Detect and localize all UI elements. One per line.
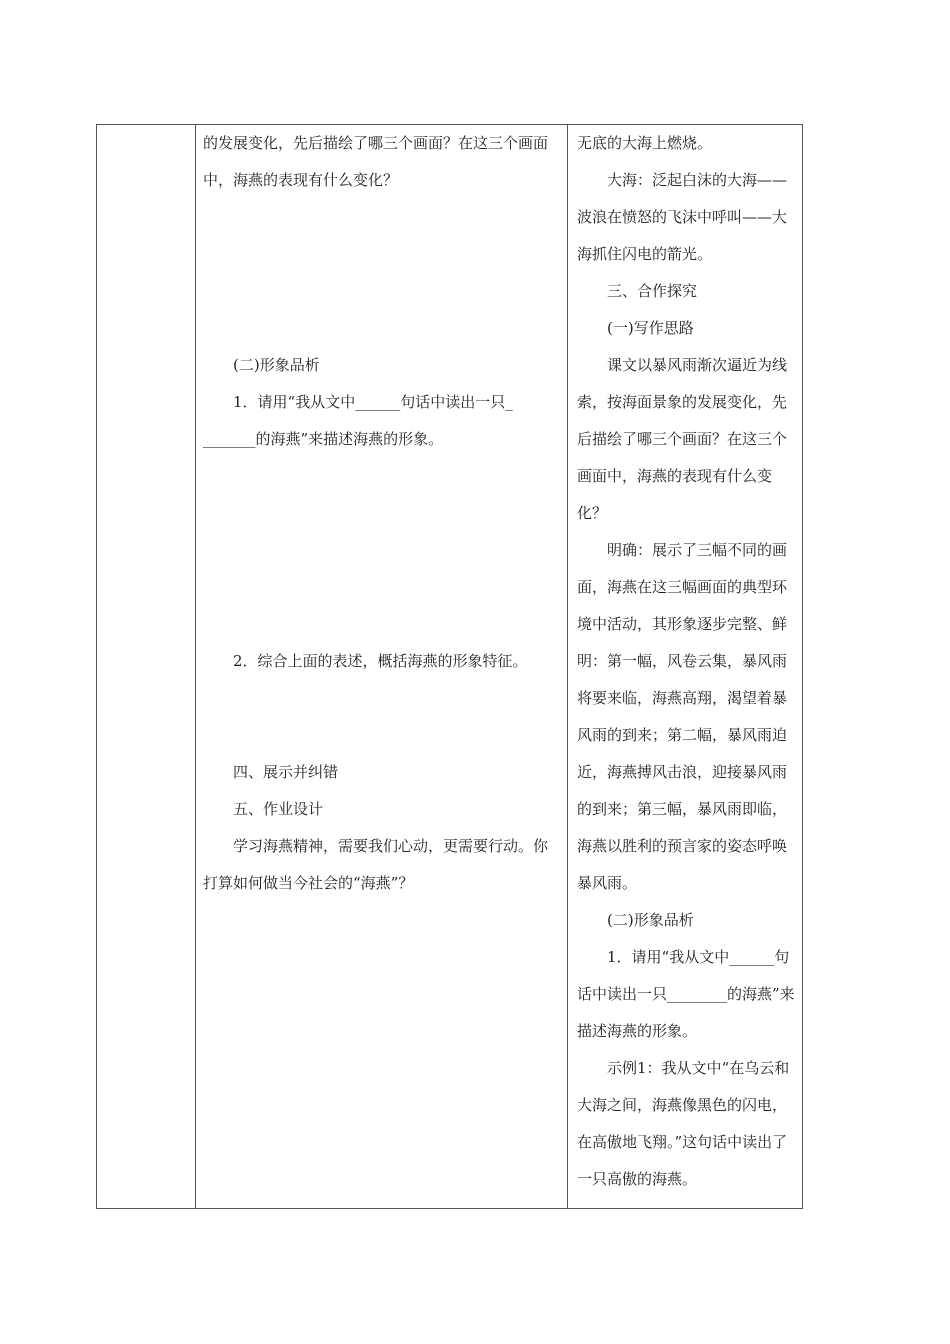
column-divider xyxy=(567,125,568,1208)
activity-column xyxy=(203,125,559,902)
question: 1．请用“我从文中______句话中读出一只_ _______的海燕”来描述海燕的形象。 xyxy=(203,393,513,448)
paragraph: 无底的大海上燃烧。 xyxy=(577,134,713,152)
section-heading: 四、展示并纠错 xyxy=(233,763,339,781)
question: 2．综合上面的表述，概括海燕的形象特征。 xyxy=(233,652,528,670)
lesson-table xyxy=(96,124,803,1209)
answer-column xyxy=(577,125,795,1198)
section-heading: 三、合作探究 xyxy=(607,282,698,300)
paragraph: 示例1：我从文中“在乌云和大海之间，海燕像黑色的闪电，在高傲地飞翔。”这句话中读出了一只高傲的海燕。 xyxy=(577,1059,790,1188)
section-heading: 五、作业设计 xyxy=(233,800,324,818)
question: 1．请用“我从文中______句话中读出一只________的海燕”来描述海燕的形象。 xyxy=(577,948,795,1040)
section-heading: (一)写作思路 xyxy=(607,319,694,337)
paragraph: 大海：泛起白沫的大海——波浪在愤怒的飞沫中呼叫——大海抓住闪电的箭光。 xyxy=(577,171,788,263)
paragraph: 明确：展示了三幅不同的画面，海燕在这三幅画面的典型环境中活动，其形象逐步完整、鲜明：第一幅，风卷云集，暴风雨将要来临，海燕高翔，渴望着暴风雨的到来；第二幅，暴风雨迫近，海燕搏风击浪，迎接暴风雨的到来；第三幅，暴风雨即临，海燕以胜利的预言家的姿态呼唤暴风雨。 xyxy=(577,541,788,892)
column-divider xyxy=(195,125,196,1208)
section-heading: (二)形象品析 xyxy=(233,356,320,374)
paragraph: 的发展变化，先后描绘了哪三个画面？在这三个画面中，海燕的表现有什么变化？ xyxy=(203,134,549,189)
paragraph: 学习海燕精神，需要我们心动，更需要行动。你打算如何做当今社会的“海燕”？ xyxy=(203,837,549,892)
section-heading: (二)形象品析 xyxy=(607,911,694,929)
paragraph: 课文以暴风雨渐次逼近为线索，按海面景象的发展变化，先后描绘了哪三个画面？在这三个画面中，海燕的表现有什么变化？ xyxy=(577,356,788,522)
